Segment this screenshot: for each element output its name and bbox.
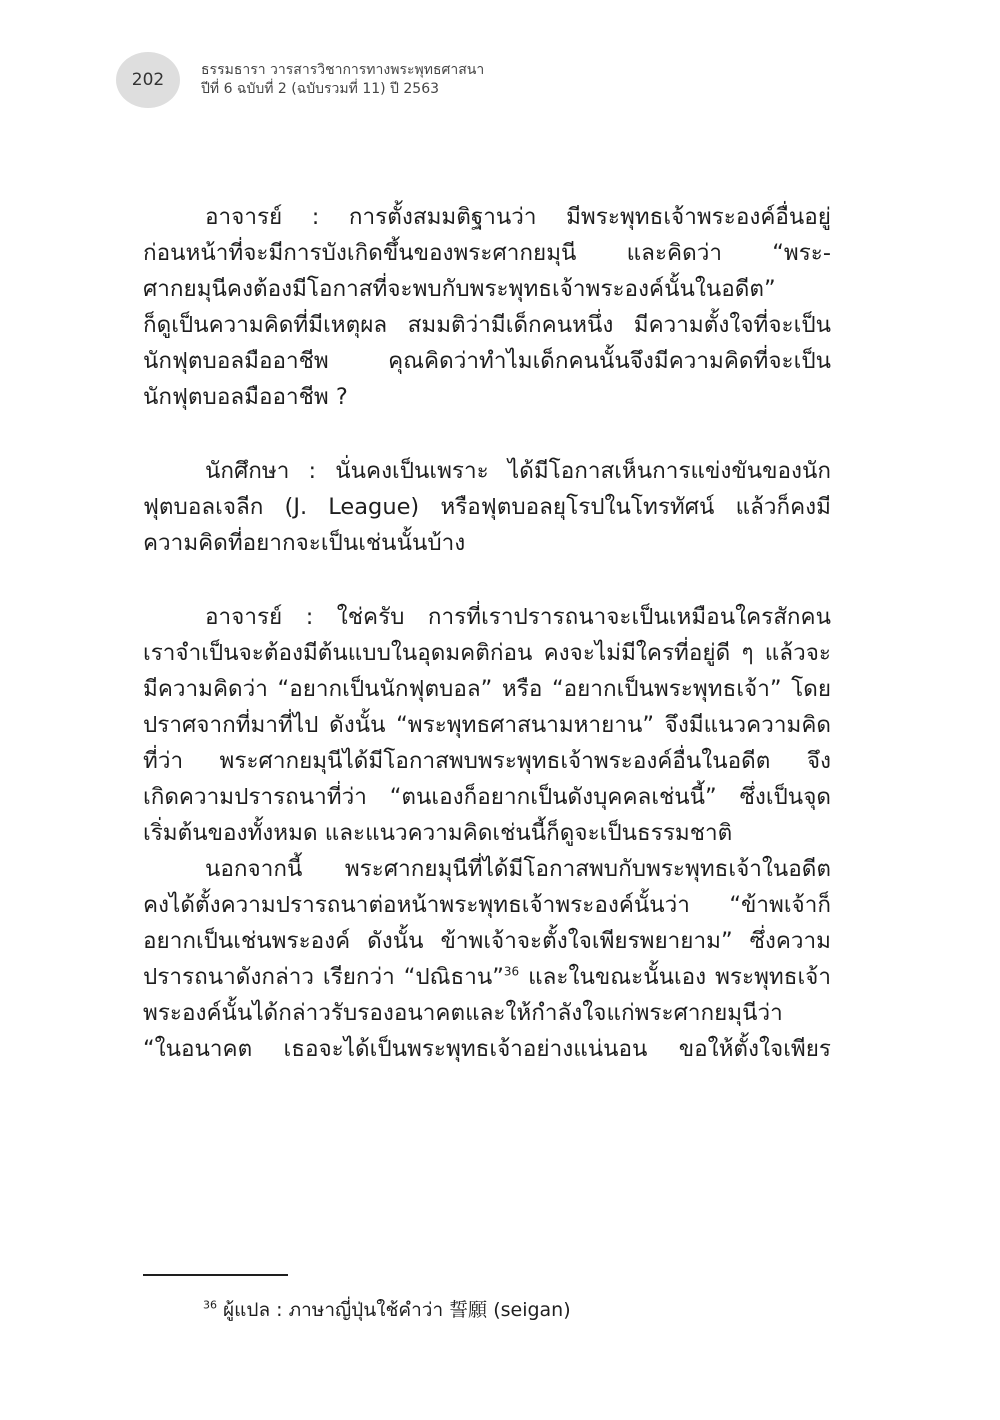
text-line: เราจำเป็นจะต้องมีต้นแบบในอุดมคติก่อน คงจะไม่มีใครที่อยู่ดี ๆ แล้วจะ [143, 640, 831, 666]
text-segment: และในขณะนั้นเอง พระพุทธเจ้า [519, 964, 831, 990]
page-number-badge [116, 52, 180, 108]
text-line: อยากเป็นเช่นพระองค์ ดังนั้น ข้าพเจ้าจะตั้งใจเพียรพยายาม” ซึ่งความ [143, 928, 831, 954]
article-body [143, 199, 831, 1067]
text-line: ฟุตบอลเจลีก (J. League) หรือฟุตบอลยุโรปในโทรทัศน์ แล้วก็คงมี [143, 494, 831, 520]
footnote-number: 36 [203, 1298, 217, 1312]
text-line: เกิดความปรารถนาที่ว่า “ตนเองก็อยากเป็นดังบุคคลเช่นนี้” ซึ่งเป็นจุด [143, 784, 831, 810]
page-number: 202 [131, 70, 165, 90]
text-line: อาจารย์ : การตั้งสมมติฐานว่า มีพระพุทธเจ้าพระองค์อื่นอยู่ [205, 204, 831, 230]
footnote-divider [143, 1274, 288, 1276]
text-line: นอกจากนี้ พระศากยมุนีที่ได้มีโอกาสพบกับพระพุทธเจ้าในอดีต [205, 856, 831, 882]
text-line: ที่ว่า พระศากยมุนีได้มีโอกาสพบพระพุทธเจ้าพระองค์อื่นในอดีต จึง [143, 748, 831, 774]
journal-title: ธรรมธารา วารสารวิชาการทางพระพุทธศาสนา [201, 62, 485, 78]
text-line: ศากยมุนีคงต้องมีโอกาสที่จะพบกับพระพุทธเจ้าพระองค์นั้นในอดีต” [143, 276, 776, 302]
text-line: “ในอนาคต เธอจะได้เป็นพระพุทธเจ้าอย่างแน่นอน ขอให้ตั้งใจเพียร [143, 1036, 831, 1062]
text-line: ก็ดูเป็นความคิดที่มีเหตุผล สมมติว่ามีเด็กคนหนึ่ง มีความตั้งใจที่จะเป็น [143, 312, 831, 338]
footnote-reference: 36 [503, 964, 520, 979]
running-header [201, 61, 484, 99]
text-line-with-footnote-ref [143, 959, 831, 995]
journal-issue: ปีที่ 6 ฉบับที่ 2 (ฉบับรวมที่ 11) ปี 2563 [201, 81, 440, 97]
text-line: ความคิดที่อยากจะเป็นเช่นนั้นบ้าง [143, 530, 466, 556]
text-line: นักศึกษา : นั่นคงเป็นเพราะ ได้มีโอกาสเห็นการแข่งขันของนัก [205, 458, 831, 484]
footnote-text: ผู้แปล : ภาษาญี่ปุ่นใช้คำว่า 誓願 (seigan) [223, 1299, 571, 1321]
footnote [203, 1296, 571, 1324]
text-line: พระองค์นั้นได้กล่าวรับรองอนาคตและให้กำลังใจแก่พระศากยมุนีว่า [143, 1000, 783, 1026]
text-line: คงได้ตั้งความปรารถนาต่อหน้าพระพุทธเจ้าพระองค์นั้นว่า “ข้าพเจ้าก็ [143, 892, 831, 918]
text-segment: ปรารถนาดังกล่าว เรียกว่า “ปณิธาน” [143, 964, 504, 990]
text-line: นักฟุตบอลมืออาชีพ คุณคิดว่าทำไมเด็กคนนั้นจึงมีความคิดที่จะเป็น [143, 348, 831, 374]
text-line: ปราศจากที่มาที่ไป ดังนั้น “พระพุทธศาสนามหายาน” จึงมีแนวความคิด [143, 712, 831, 738]
text-line: ก่อนหน้าที่จะมีการบังเกิดขึ้นของพระศากยมุนี และคิดว่า “พระ- [143, 240, 831, 266]
text-line: อาจารย์ : ใช่ครับ การที่เราปรารถนาจะเป็นเหมือนใครสักคน [205, 604, 831, 630]
text-line: มีความคิดว่า “อยากเป็นนักฟุตบอล” หรือ “อยากเป็นพระพุทธเจ้า” โดย [143, 676, 831, 702]
text-line: นักฟุตบอลมืออาชีพ ? [143, 384, 348, 410]
text-line: เริ่มต้นของทั้งหมด และแนวความคิดเช่นนี้ก็ดูจะเป็นธรรมชาติ [143, 820, 733, 846]
